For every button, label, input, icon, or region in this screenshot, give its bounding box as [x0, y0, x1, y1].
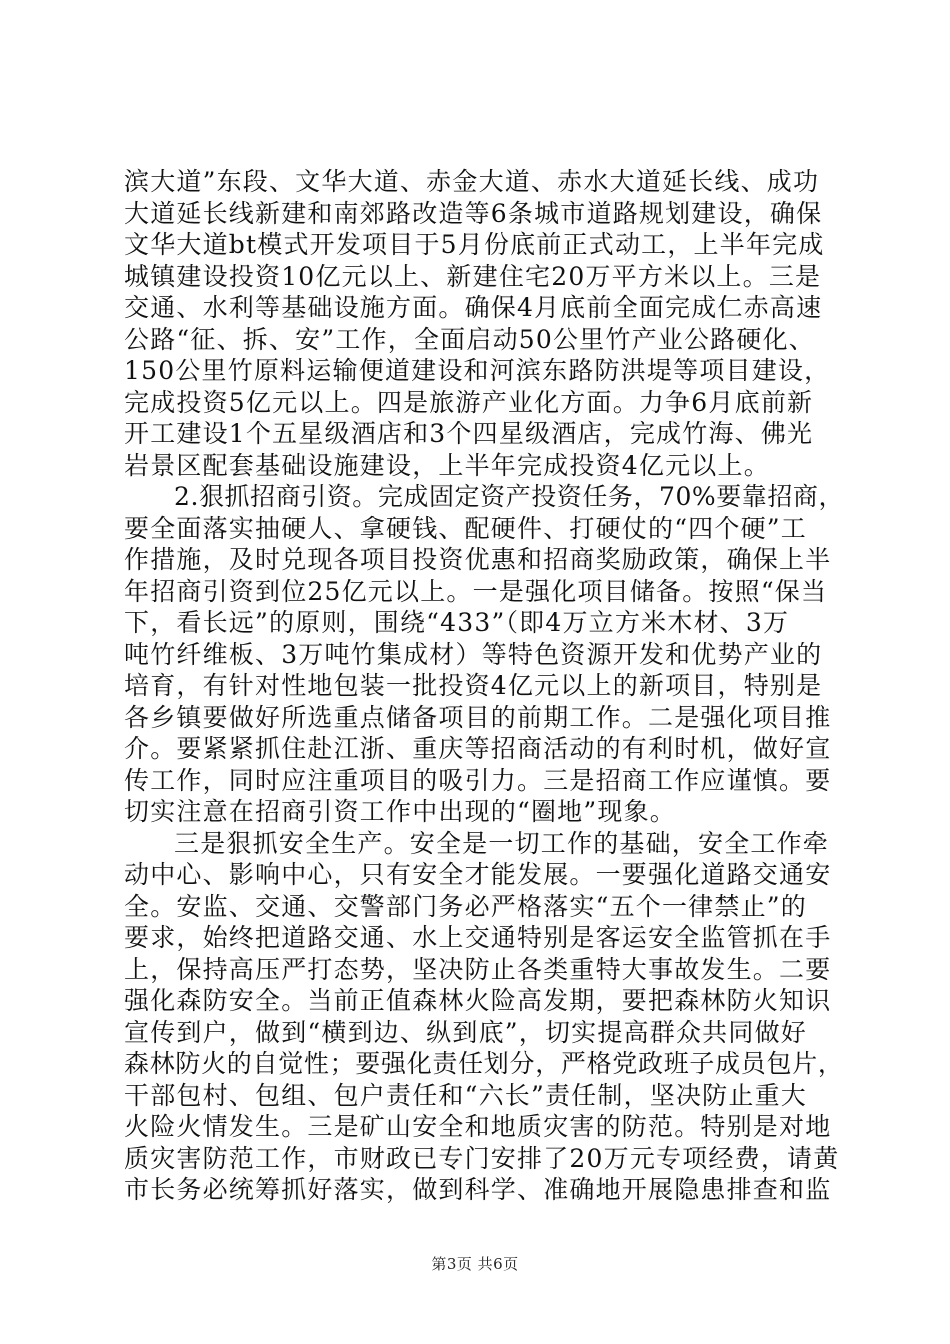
page-footer: 第3页 共6页	[431, 1255, 519, 1273]
text-line: 质灾害防范工作，市财政已专门安排了20万元专项经费，请黄	[124, 1143, 840, 1173]
text-line: 150公里竹原料运输便道建设和河滨东路防洪堤等项目建设，	[124, 356, 831, 385]
text-line: 干部包村、包组、包户责任和“六长”责任制，坚决防止重大	[124, 1080, 807, 1110]
paragraph	[124, 828, 844, 1206]
text-line: 火险火情发生。三是矿山安全和地质灾害的防范。特别是对地	[124, 1112, 832, 1141]
text-line: 文华大道bt模式开发项目于5月份底前正式动工，上半年完成	[124, 230, 825, 259]
text-line: 动中心、影响中心，只有安全才能发展。一要强化道路交通安	[124, 860, 832, 889]
text-line: 2.狠抓招商引资。完成固定资产投资任务，70%要靠招商，	[174, 482, 845, 511]
document-body	[124, 166, 844, 1206]
paragraph	[124, 166, 844, 481]
text-line: 开工建设1个五星级酒店和3个四星级酒店，完成竹海、佛光	[124, 419, 814, 448]
text-line: 完成投资5亿元以上。四是旅游产业化方面。力争6月底前新	[124, 387, 814, 417]
text-line: 岩景区配套基础设施建设，上半年完成投资4亿元以上。	[124, 450, 770, 480]
text-line: 上，保持高压严打态势，坚决防止各类重特大事故发生。二要	[124, 954, 832, 984]
text-line: 滨大道”东段、文华大道、赤金大道、赤水大道延长线、成功	[124, 167, 820, 196]
text-line: 大道延长线新建和南郊路改造等6条城市道路规划建设，确保	[124, 198, 823, 228]
text-line: 宣传到户，做到“横到边、纵到底”，切实提高群众共同做好	[124, 1017, 807, 1047]
text-line: 三是狠抓安全生产。安全是一切工作的基础，安全工作牵	[174, 828, 830, 858]
text-line: 培育，有针对性地包装一批投资4亿元以上的新项目，特别是	[124, 671, 823, 700]
text-line: 年招商引资到位25亿元以上。一是强化项目储备。按照“保当	[124, 576, 828, 606]
text-line: 公路“征、拆、安”工作，全面启动50公里竹产业公路硬化、	[124, 324, 815, 354]
text-line: 全。安监、交通、交警部门务必严格落实“五个一律禁止”的	[124, 891, 807, 921]
text-line: 要全面落实抽硬人、拿硬钱、配硬件、打硬仗的“四个硬”工	[124, 513, 807, 543]
text-line: 强化森防安全。当前正值森林火险高发期，要把森林防火知识	[124, 986, 832, 1015]
text-line: 作措施，及时兑现各项目投资优惠和招商奖励政策，确保上半	[124, 545, 832, 574]
text-line: 城镇建设投资10亿元以上、新建住宅20万平方米以上。三是	[124, 261, 822, 291]
text-line: 森林防火的自觉性；要强化责任划分，严格党政班子成员包片，	[124, 1049, 844, 1078]
text-line: 切实注意在招商引资工作中出现的“圈地”现象。	[124, 797, 676, 826]
text-line: 要求，始终把道路交通、水上交通特别是客运安全监管抓在手	[124, 923, 832, 952]
text-line: 下，看长远”的原则，围绕“433”（即4万立方米木材、3万	[124, 608, 790, 637]
text-line: 介。要紧紧抓住赴江浙、重庆等招商活动的有利时机，做好宣	[124, 734, 832, 763]
text-line: 吨竹纤维板、3万吨竹集成材）等特色资源开发和优势产业的	[124, 639, 823, 669]
text-line: 交通、水利等基础设施方面。确保4月底前全面完成仁赤高速	[124, 293, 823, 322]
paragraph	[124, 481, 844, 828]
text-line: 各乡镇要做好所选重点储备项目的前期工作。二是强化项目推	[124, 702, 832, 732]
text-line: 市长务必统筹抓好落实，做到科学、准确地开展隐患排查和监	[124, 1175, 832, 1204]
text-line: 传工作，同时应注重项目的吸引力。三是招商工作应谨慎。要	[124, 765, 832, 795]
